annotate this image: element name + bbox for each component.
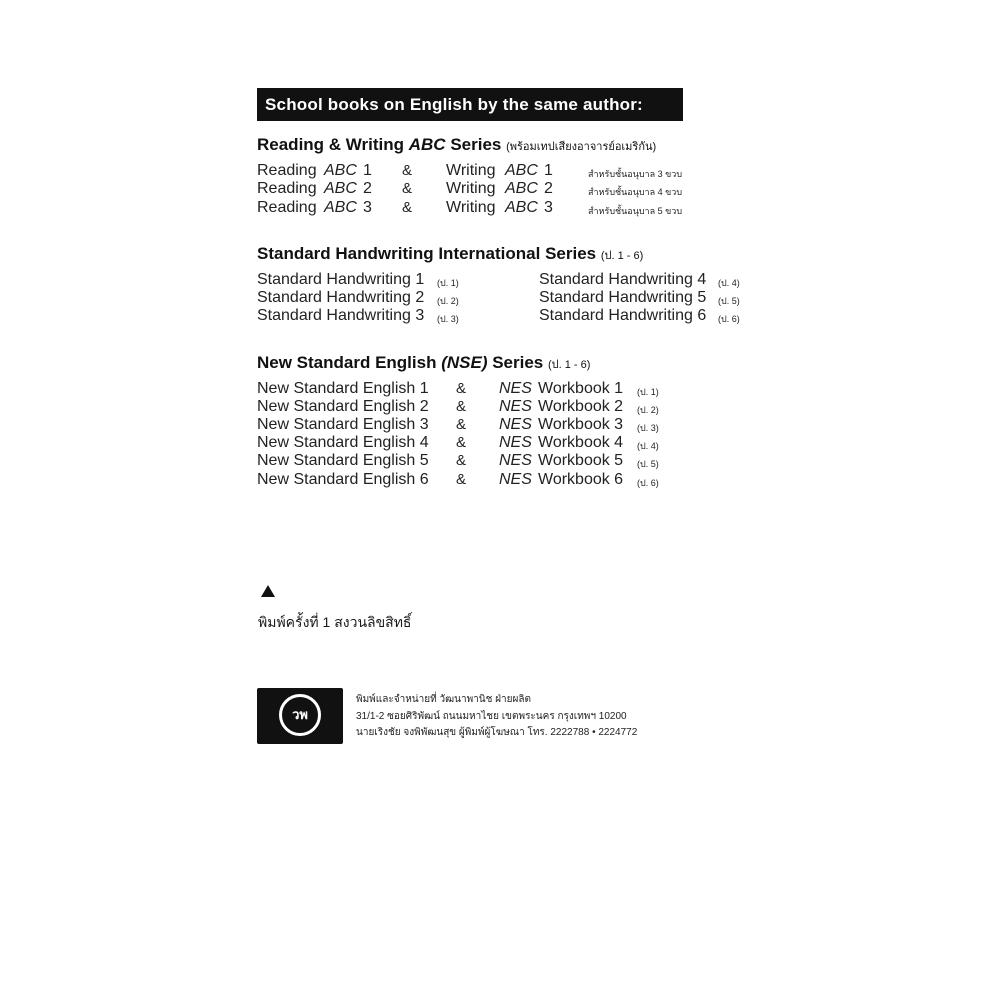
shi-title: Standard Handwriting International Series (257, 244, 597, 263)
abc-grade: สำหรับชั้นอนุบาล 3 ขวบ (588, 169, 683, 179)
abc-reading-number: 1 (363, 162, 372, 179)
nes-workbook-label: Workbook 3 (538, 416, 624, 433)
nse-ampersand: & (456, 471, 467, 488)
nse-series-note: (ป. 1 - 6) (547, 359, 591, 371)
shi-book-label: Standard Handwriting 6 (539, 307, 707, 324)
edition-note: พิมพ์ครั้งที่ 1 สงวนลิขสิทธิ์ (258, 614, 412, 630)
shi-book-label: Standard Handwriting 5 (539, 289, 707, 306)
nse-book-label: New Standard English 3 (257, 416, 429, 433)
nse-title-c: Series (487, 353, 544, 372)
nse-grade: (ป. 5) (637, 459, 659, 469)
abc-series-note: (พร้อมเทปเสียงอาจารย์อเมริกัน) (506, 141, 657, 153)
nse-book-label: New Standard English 4 (257, 434, 429, 451)
nes-workbook-label: Workbook 2 (538, 398, 624, 415)
abc-reading-abc: ABC (324, 199, 357, 216)
abc-title-a: Reading & Writing (257, 135, 409, 154)
nes-label: NES (499, 452, 532, 469)
abc-reading-label: Reading (257, 162, 317, 179)
nse-grade: (ป. 2) (637, 405, 659, 415)
shi-book-label: Standard Handwriting 4 (539, 271, 707, 288)
nse-title-a: New Standard English (257, 353, 442, 372)
abc-writing-number: 3 (544, 199, 553, 216)
abc-writing-number: 2 (544, 180, 553, 197)
shi-book-label: Standard Handwriting 3 (257, 307, 425, 324)
series-banner: School books on English by the same author: (257, 88, 683, 121)
abc-writing-label: Writing (446, 180, 496, 197)
nes-label: NES (499, 416, 532, 433)
abc-writing-number: 1 (544, 162, 553, 179)
shi-book-label: Standard Handwriting 2 (257, 289, 425, 306)
abc-writing-label: Writing (446, 199, 496, 216)
abc-writing-abc: ABC (505, 199, 538, 216)
publisher-line-3: นายเริงชัย จงพิพัฒนสุข ผู้พิมพ์ผู้โฆษณา โทร. 2222788 • 2224772 (356, 727, 638, 738)
abc-title-c: Series (445, 135, 502, 154)
shi-grade: (ป. 3) (437, 314, 459, 324)
nse-series-heading (257, 353, 590, 373)
publisher-line-2: 31/1-2 ซอยศิริพัฒน์ ถนนมหาไชย เขตพระนคร กรุงเทพฯ 10200 (356, 711, 627, 722)
nes-label: NES (499, 398, 532, 415)
nse-book-label: New Standard English 6 (257, 471, 429, 488)
publisher-logo (257, 688, 343, 744)
nes-label: NES (499, 471, 532, 488)
nse-ampersand: & (456, 452, 467, 469)
shi-series-note: (ป. 1 - 6) (600, 250, 644, 262)
nes-workbook-label: Workbook 6 (538, 471, 624, 488)
nse-book-label: New Standard English 5 (257, 452, 429, 469)
abc-reading-label: Reading (257, 180, 317, 197)
triangle-marker-icon (261, 585, 275, 597)
abc-grade: สำหรับชั้นอนุบาล 4 ขวบ (588, 187, 683, 197)
nse-ampersand: & (456, 434, 467, 451)
abc-grade: สำหรับชั้นอนุบาล 5 ขวบ (588, 206, 683, 216)
abc-reading-number: 2 (363, 180, 372, 197)
nse-grade: (ป. 3) (637, 423, 659, 433)
nes-workbook-label: Workbook 1 (538, 380, 624, 397)
nse-ampersand: & (456, 416, 467, 433)
shi-grade: (ป. 6) (718, 314, 740, 324)
abc-series-heading (257, 135, 656, 155)
abc-reading-abc: ABC (324, 162, 357, 179)
abc-writing-abc: ABC (505, 162, 538, 179)
shi-grade: (ป. 5) (718, 296, 740, 306)
abc-writing-label: Writing (446, 162, 496, 179)
nse-ampersand: & (456, 380, 467, 397)
nse-grade: (ป. 6) (637, 478, 659, 488)
abc-ampersand: & (402, 180, 413, 197)
nse-grade: (ป. 4) (637, 441, 659, 451)
nes-label: NES (499, 380, 532, 397)
publisher-line-1: พิมพ์และจำหน่ายที่ วัฒนาพานิช ฝ่ายผลิต (356, 694, 531, 705)
abc-reading-label: Reading (257, 199, 317, 216)
nse-grade: (ป. 1) (637, 387, 659, 397)
abc-writing-abc: ABC (505, 180, 538, 197)
abc-ampersand: & (402, 199, 413, 216)
abc-reading-number: 3 (363, 199, 372, 216)
nse-book-label: New Standard English 1 (257, 380, 429, 397)
nes-label: NES (499, 434, 532, 451)
shi-series-heading (257, 244, 643, 264)
nse-book-label: New Standard English 2 (257, 398, 429, 415)
shi-grade: (ป. 4) (718, 278, 740, 288)
nes-workbook-label: Workbook 4 (538, 434, 624, 451)
abc-ampersand: & (402, 162, 413, 179)
abc-reading-abc: ABC (324, 180, 357, 197)
nes-workbook-label: Workbook 5 (538, 452, 624, 469)
shi-grade: (ป. 2) (437, 296, 459, 306)
shi-book-label: Standard Handwriting 1 (257, 271, 425, 288)
publisher-logo-mark: วพ (279, 694, 321, 736)
abc-title-b: ABC (408, 135, 446, 154)
nse-title-b: (NSE) (441, 353, 488, 372)
shi-grade: (ป. 1) (437, 278, 459, 288)
nse-ampersand: & (456, 398, 467, 415)
